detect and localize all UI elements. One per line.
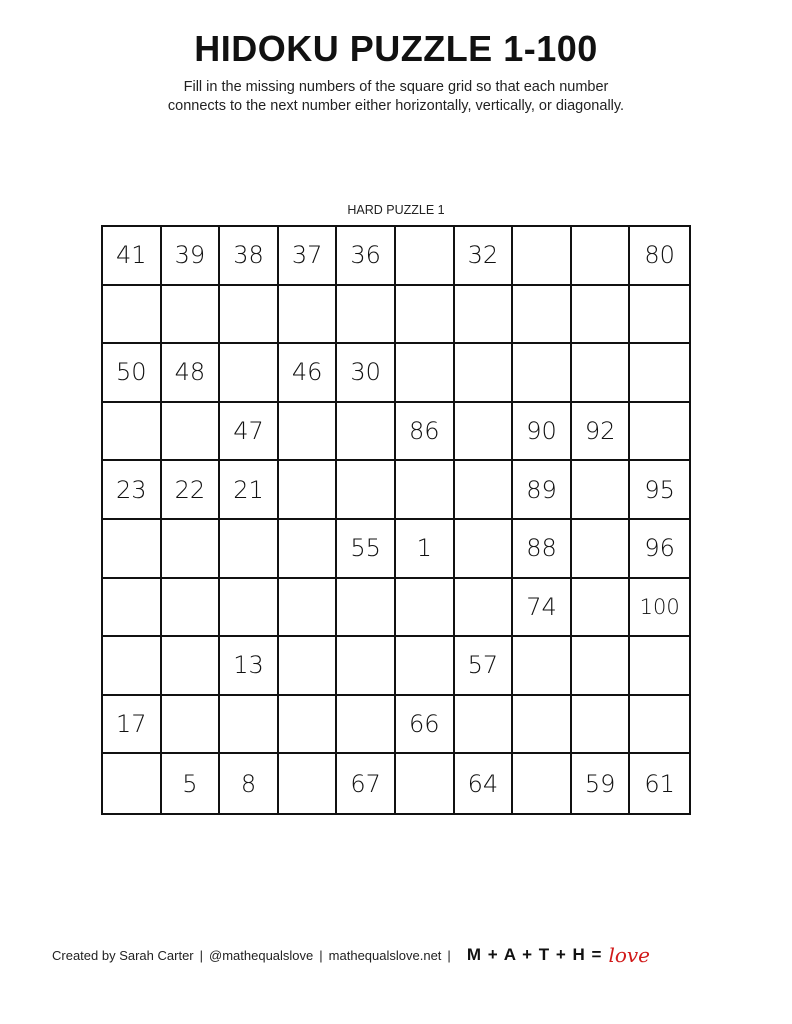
grid-cell-given: 22 (162, 461, 221, 520)
puzzle-label: HARD PUZZLE 1 (347, 203, 445, 217)
grid-cell-given: 59 (572, 754, 631, 813)
grid-cell-empty[interactable] (572, 227, 631, 286)
page-title: HIDOKU PUZZLE 1-100 (194, 28, 598, 69)
grid-cell-empty[interactable] (337, 696, 396, 755)
grid-cell-empty[interactable] (396, 461, 455, 520)
grid-cell-given: 80 (630, 227, 689, 286)
grid-cell-empty[interactable] (572, 579, 631, 638)
grid-cell-given: 55 (337, 520, 396, 579)
grid-cell-empty[interactable] (455, 520, 514, 579)
grid-cell-empty[interactable] (162, 520, 221, 579)
grid-cell-empty[interactable] (337, 461, 396, 520)
grid-cell-empty[interactable] (396, 637, 455, 696)
grid-cell-empty[interactable] (220, 344, 279, 403)
grid-cell-empty[interactable] (162, 286, 221, 345)
grid-cell-given: 30 (337, 344, 396, 403)
grid-cell-empty[interactable] (513, 286, 572, 345)
grid-cell-given: 57 (455, 637, 514, 696)
grid-cell-empty[interactable] (513, 696, 572, 755)
grid-cell-empty[interactable] (455, 344, 514, 403)
grid-cell-given: 8 (220, 754, 279, 813)
footer (52, 943, 650, 967)
grid-cell-empty[interactable] (337, 579, 396, 638)
grid-cell-given: 88 (513, 520, 572, 579)
grid-cell-given: 90 (513, 403, 572, 462)
grid-cell-empty[interactable] (455, 696, 514, 755)
grid-cell-empty[interactable] (220, 579, 279, 638)
grid-cell-empty[interactable] (513, 754, 572, 813)
grid-cell-given: 5 (162, 754, 221, 813)
grid-cell-empty[interactable] (162, 403, 221, 462)
grid-cell-given: 89 (513, 461, 572, 520)
hidoku-grid (101, 225, 691, 815)
footer-credit: Created by Sarah Carter (52, 947, 194, 963)
grid-cell-empty[interactable] (396, 227, 455, 286)
grid-cell-given: 61 (644, 769, 675, 798)
grid-cell-empty[interactable] (572, 461, 631, 520)
grid-cell-given: 21 (220, 461, 279, 520)
grid-cell-given: 1 (396, 520, 455, 579)
grid-cell-empty[interactable] (279, 637, 338, 696)
grid-cell-empty[interactable] (279, 403, 338, 462)
grid-cell-empty[interactable] (630, 403, 689, 462)
grid-cell-empty[interactable] (103, 579, 162, 638)
grid-cell-empty[interactable] (279, 520, 338, 579)
grid-cell-given: 23 (103, 461, 162, 520)
grid-cell-empty[interactable] (630, 344, 689, 403)
grid-cell-empty[interactable] (396, 286, 455, 345)
grid-cell-empty[interactable] (337, 286, 396, 345)
grid-cell-empty[interactable] (455, 286, 514, 345)
grid-cell-empty[interactable] (396, 754, 455, 813)
grid-cell-empty[interactable] (455, 461, 514, 520)
grid-cell-empty[interactable] (162, 696, 221, 755)
grid-cell-empty[interactable] (513, 227, 572, 286)
footer-separator: | (199, 947, 204, 963)
grid-cell-empty[interactable] (396, 579, 455, 638)
grid-cell-empty[interactable] (630, 696, 689, 755)
grid-cell-given: 100 (630, 579, 689, 638)
grid-cell-empty[interactable] (103, 520, 162, 579)
footer-handle: @mathequalslove (209, 947, 314, 963)
grid-cell-given: 46 (279, 344, 338, 403)
instructions-line-2: connects to the next number either horizontally, vertically, or diagonally. (167, 98, 625, 114)
instructions-line-1: Fill in the missing numbers of the square grid so that each number (183, 79, 609, 95)
grid-cell-empty[interactable] (220, 286, 279, 345)
grid-cell-empty[interactable] (279, 754, 338, 813)
grid-cell-given: 48 (162, 344, 221, 403)
grid-cell-empty[interactable] (455, 579, 514, 638)
footer-separator: | (319, 947, 323, 963)
grid-cell-given: 13 (220, 637, 279, 696)
grid-cell-empty[interactable] (337, 637, 396, 696)
grid-cell-empty[interactable] (279, 286, 338, 345)
grid-cell-empty[interactable] (103, 286, 162, 345)
grid-cell-empty[interactable] (572, 344, 631, 403)
grid-cell-empty[interactable] (103, 754, 162, 813)
grid-cell-given: 96 (630, 520, 689, 579)
grid-cell-empty[interactable] (279, 461, 338, 520)
instructions (0, 78, 792, 116)
grid-cell-given: 41 (103, 227, 162, 286)
grid-cell-given: 74 (513, 579, 572, 638)
grid-cell-given: 67 (337, 754, 396, 813)
grid-cell-empty[interactable] (103, 403, 162, 462)
grid-cell-empty[interactable] (572, 520, 631, 579)
grid-cell-empty[interactable] (630, 286, 689, 345)
grid-cell-given: 36 (337, 227, 396, 286)
grid-cell-empty[interactable] (513, 637, 572, 696)
grid-cell-empty[interactable] (162, 637, 221, 696)
grid-cell-empty[interactable] (396, 344, 455, 403)
grid-cell-empty[interactable] (513, 344, 572, 403)
grid-cell-given: 39 (162, 227, 221, 286)
grid-cell-empty[interactable] (103, 637, 162, 696)
grid-cell-given: 37 (279, 227, 338, 286)
grid-cell-empty[interactable] (220, 696, 279, 755)
grid-cell-given: 95 (630, 461, 689, 520)
grid-cell-given: 50 (103, 344, 162, 403)
grid-cell-given: 92 (572, 403, 631, 462)
grid-cell-given: 38 (220, 227, 279, 286)
brand-logo-text: M + A + T + H = (466, 945, 603, 964)
grid-cell-given: 17 (103, 696, 162, 755)
grid-cell-empty[interactable] (337, 403, 396, 462)
grid-cell-empty[interactable] (455, 403, 514, 462)
grid-cell-empty[interactable] (572, 637, 631, 696)
grid-cell-empty[interactable] (572, 696, 631, 755)
grid-cell-given: 86 (396, 403, 455, 462)
grid-cell-given: 32 (455, 227, 514, 286)
footer-separator: | (447, 947, 451, 963)
grid-cell-empty[interactable] (279, 579, 338, 638)
grid-cell-empty[interactable] (279, 696, 338, 755)
brand-love-script: love (608, 943, 651, 967)
grid-cell-given: 64 (455, 754, 514, 813)
grid-cell-empty[interactable] (572, 286, 631, 345)
grid-cell-empty[interactable] (220, 520, 279, 579)
grid-cell-empty[interactable] (630, 637, 689, 696)
grid-cell-empty[interactable] (162, 579, 221, 638)
footer-website: mathequalslove.net (328, 947, 442, 963)
grid-cell-given: 47 (220, 403, 279, 462)
grid-cell-given: 66 (396, 696, 455, 755)
